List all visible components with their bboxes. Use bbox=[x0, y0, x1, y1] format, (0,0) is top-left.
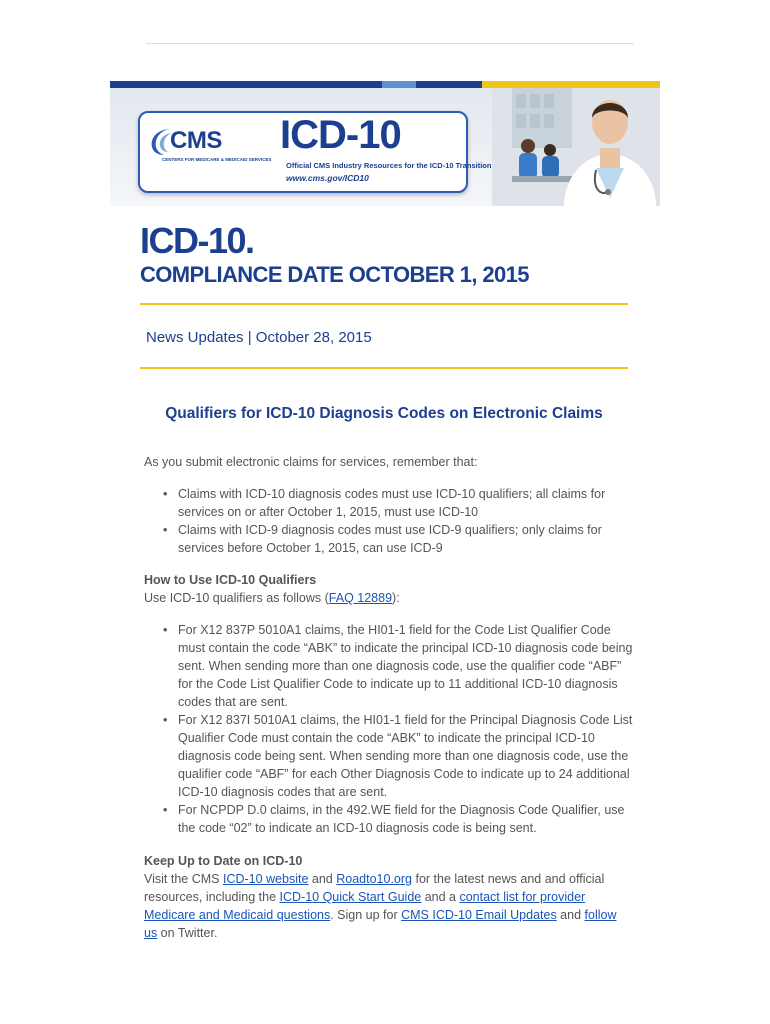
paragraph-text: on Twitter. bbox=[157, 926, 218, 940]
logo-url: www.cms.gov/ICD10 bbox=[286, 173, 369, 183]
paragraph-text: for the latest news and and official resources, including the bbox=[144, 872, 605, 904]
list-item: • Claims with ICD-10 diagnosis codes must use ICD-10 qualifiers; all claims for services on or after October 1, 2015, must use ICD-10 bbox=[160, 485, 630, 521]
banner-stripe bbox=[382, 81, 416, 88]
intro-paragraph: As you submit electronic claims for services, remember that: bbox=[144, 455, 478, 469]
claims-bullet-list bbox=[160, 485, 630, 557]
header-banner bbox=[110, 81, 660, 206]
paragraph-text: Visit the CMS bbox=[144, 872, 223, 886]
qualifier-bullet-list bbox=[160, 621, 634, 837]
banner-stripe bbox=[482, 81, 498, 88]
compliance-date-heading: COMPLIANCE DATE OCTOBER 1, 2015 bbox=[140, 262, 529, 287]
doctors-illustration bbox=[492, 88, 660, 206]
article-title: Qualifiers for ICD-10 Diagnosis Codes on Electronic Claims bbox=[165, 405, 603, 422]
news-updates-date: News Updates | October 28, 2015 bbox=[146, 329, 372, 346]
banner-stripe bbox=[498, 81, 660, 88]
contact-list-link[interactable]: contact list for provider Medicare and Medicaid questions bbox=[144, 890, 586, 922]
paragraph-text: and bbox=[556, 908, 585, 922]
banner-stripe bbox=[416, 81, 482, 88]
headline-title: ICD-10. bbox=[140, 220, 254, 261]
icd10-website-link[interactable]: ICD-10 website bbox=[222, 872, 309, 886]
roadto10-link[interactable]: Roadto10.org bbox=[336, 872, 412, 886]
icd10-logo-text: ICD-10 bbox=[280, 113, 401, 157]
keep-up-heading: Keep Up to Date on ICD-10 bbox=[144, 854, 303, 868]
gold-divider bbox=[140, 367, 628, 369]
cms-subtitle: CENTERS FOR MEDICARE & MEDICAID SERVICES bbox=[162, 157, 272, 162]
cms-icd10-logo-box bbox=[138, 111, 492, 193]
logo-tagline: Official CMS Industry Resources for the ICD-10 Transition bbox=[286, 161, 492, 170]
how-to-text-end: ): bbox=[392, 591, 400, 605]
list-item: • Claims with ICD-9 diagnosis codes must use ICD-9 qualifiers; only claims for services before October 1, 2015, can use ICD-9 bbox=[160, 521, 630, 557]
list-item: • For X12 837P 5010A1 claims, the HI01-1 field for the Code List Qualifier Code must contain the code “ABK” to indicate the principal ICD-10 diagnosis code being sent. When sending more than one diagnosis code, use the qualifier code “ABF” for the Code List Qualifier Code to indicate up to 11 additional ICD-10 diagnosis codes that are sent. bbox=[160, 621, 634, 711]
how-to-heading: How to Use ICD-10 Qualifiers bbox=[144, 573, 317, 587]
list-item: • For NCPDP D.0 claims, in the 492.WE field for the Diagnosis Code Qualifier, use the code “02” to indicate an ICD-10 diagnosis code is being sent. bbox=[160, 801, 634, 837]
quick-start-guide-link[interactable]: ICD-10 Quick Start Guide bbox=[279, 890, 422, 904]
follow-us-link[interactable]: follow us bbox=[144, 908, 617, 940]
paragraph-text: and a bbox=[421, 890, 460, 904]
faq-link[interactable]: FAQ 12889 bbox=[328, 591, 393, 605]
paragraph-text: and bbox=[308, 872, 337, 886]
gold-divider bbox=[140, 303, 628, 305]
how-to-paragraph bbox=[144, 589, 400, 607]
paragraph-text: . Sign up for bbox=[330, 908, 402, 922]
list-item: • For X12 837I 5010A1 claims, the HI01-1 field for the Principal Diagnosis Code List Qualifier Code must contain the code “ABK” to indicate the principal ICD-10 diagnosis code being sent. When sending more than one diagnosis code, use the qualifier code “ABF” for each Other Diagnosis Code to indicate up to 24 additional ICD-10 diagnosis codes that are sent. bbox=[160, 711, 634, 801]
email-updates-link[interactable]: CMS ICD-10 Email Updates bbox=[401, 908, 557, 922]
cms-logo-text: CMS bbox=[170, 127, 222, 154]
top-divider bbox=[146, 43, 634, 44]
keep-up-paragraph bbox=[144, 870, 630, 942]
doctors-photo bbox=[492, 88, 660, 206]
how-to-text: Use ICD-10 qualifiers as follows ( bbox=[144, 591, 329, 605]
banner-stripe bbox=[110, 81, 382, 88]
